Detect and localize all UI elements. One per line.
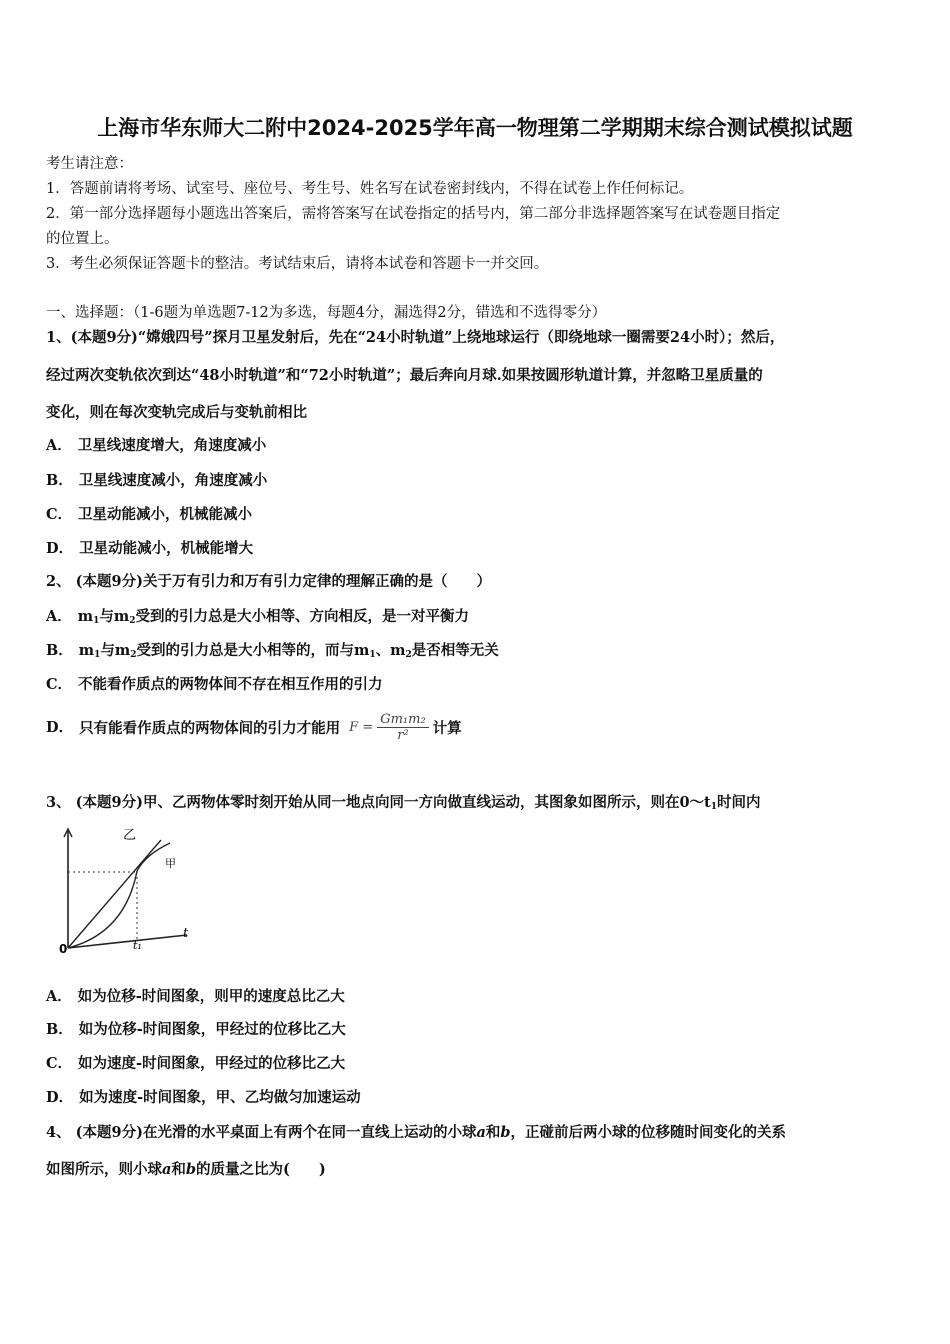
section-heading: 一、选择题：（1-6题为单选题7-12为多选，每题4分，漏选得2分，错选和不选得零分） [46,305,607,321]
q1-option-a: A． 卫星线速度增大，角速度减小 [46,437,267,454]
q2-stem: 2、 (本题9分)关于万有引力和万有引力定律的理解正确的是（ ） [46,573,491,590]
q1-option-d: D． 卫星动能减小，机械能增大 [46,540,254,557]
gravitation-formula: F = $\frac{\text{Gm₁m₂}}{\text{r²}}$ [349,712,429,743]
q1-option-b: B． 卫星线速度减小，角速度减小 [46,472,268,489]
q2-option-c: C． 不能看作质点的两物体间不存在相互作用的引力 [46,676,383,693]
q4-stem-line2: 如图所示，则小球a和b的质量之比为( ) [46,1161,326,1178]
q4-stem-line1: 4、 (本题9分)在光滑的水平桌面上有两个在同一直线上运动的小球a和b，正碰前后两小球的位移随时间变化的关系 [46,1124,786,1141]
notice-item-3: 3．考生必须保证答题卡的整洁。考试结束后，请将本试卷和答题卡一并交回。 [46,256,549,272]
label-jia: 甲 [165,857,176,870]
label-origin: 0 [59,942,68,956]
q3-option-a: A． 如为位移-时间图象，则甲的速度总比乙大 [46,988,345,1005]
q3-stem: 3、 (本题9分)甲、乙两物体零时刻开始从同一地点向同一方向做直线运动，其图象如图所示，则在$0\sim t_1$时间内 [46,794,761,812]
label-t-axis: t [183,926,189,941]
q1-stem-line2: 经过两次变轨依次到达“48小时轨道”和“72小时轨道”；最后奔向月球.如果按圆形轨道计算，并忽略卫星质量的 [46,367,763,384]
line-yi [68,840,161,948]
q1-stem-line1: 1、(本题9分)“嫦娥四号”探月卫星发射后，先在“24小时轨道”上绕地球运行（即绕地球一圈需要24小时）；然后， [46,329,785,346]
notice-item-1: 1．答题前请将考场、试室号、座位号、考生号、姓名写在试卷密封线内，不得在试卷上作任何标记。 [46,181,694,197]
page-title: 上海市华东师大二附中2024-2025学年高一物理第二学期期末综合测试模拟试题 [97,116,853,140]
q3-option-b: B． 如为位移-时间图象，甲经过的位移比乙大 [46,1021,346,1038]
q3-graph [55,823,200,958]
q1-option-c: C． 卫星动能减小，机械能减小 [46,506,253,523]
curve-jia [68,843,170,948]
q3-option-d: D． 如为速度-时间图象，甲、乙均做匀加速运动 [46,1089,361,1106]
q3-option-c: C． 如为速度-时间图象，甲经过的位移比乙大 [46,1055,346,1072]
notice-item-2-cont: 的位置上。 [46,231,119,247]
label-yi: 乙 [123,828,137,843]
q2-option-b: B． $m_1$与$m_2$受到的引力总是大小相等的，而与$m_1$、$m_2$是否相等无关 [46,642,499,660]
q2-option-a: A． $m_1$与$m_2$受到的引力总是大小相等、方向相反，是一对平衡力 [46,608,469,626]
notice-item-2: 2．第一部分选择题每小题选出答案后，需将答案写在试卷指定的括号内，第二部分非选择题答案写在试卷题目指定 [46,206,781,222]
q1-stem-line3: 变化，则在每次变轨完成后与变轨前相比 [46,404,307,421]
label-t1: t₁ [133,939,142,952]
q2-option-d: D． 只有能看作质点的两物体间的引力才能用 F = $\frac{\text{Gm₁m₂}}{\text{r²}}$ 计算 [46,712,462,743]
notice-heading: 考生请注意： [46,156,133,172]
